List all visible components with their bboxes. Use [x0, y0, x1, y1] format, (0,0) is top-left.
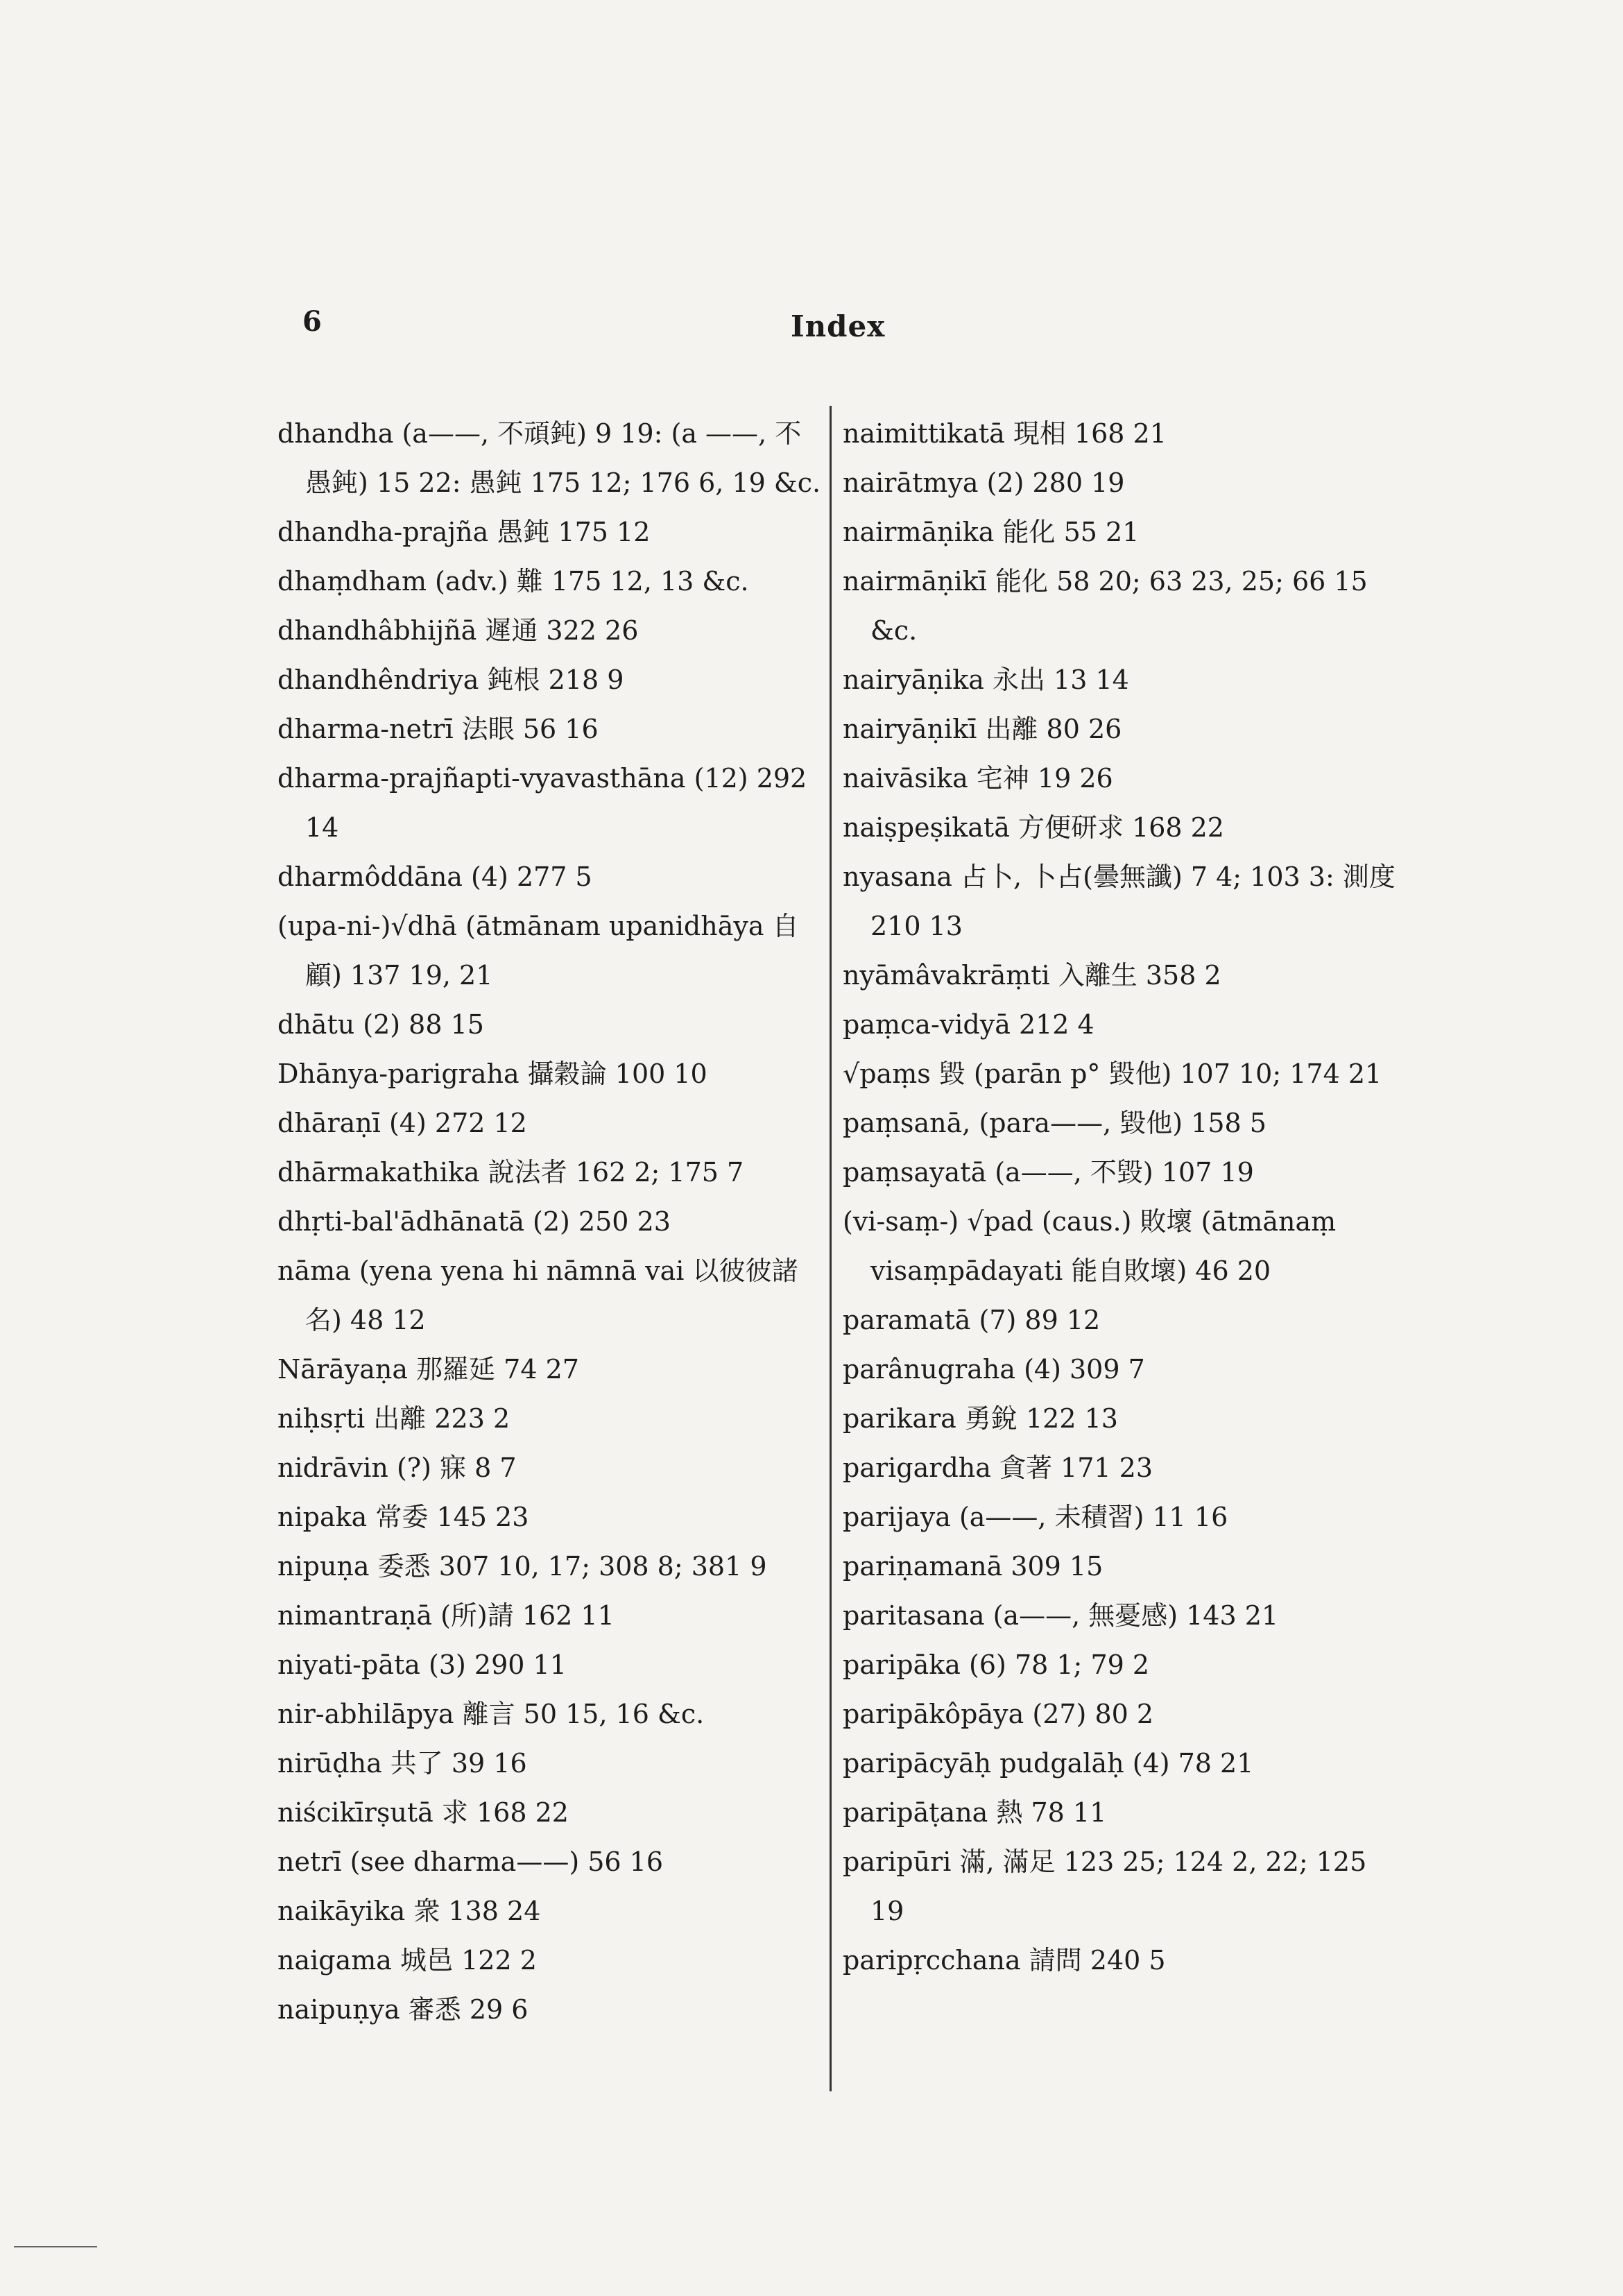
index-entry: parijaya (a——, 未積習) 11 16: [843, 1502, 1228, 1532]
index-entry: dharma-prajñapti-vyavasthāna (12) 292 14: [277, 763, 807, 843]
index-entry: naikāyika 衆 138 24: [277, 1896, 541, 1926]
index-entry: nairmāṇika 能化 55 21: [843, 517, 1140, 547]
index-entry: nir-abhilāpya 離言 50 15, 16 &c.: [277, 1699, 705, 1729]
index-entry: nidrāvin (?) 寐 8 7: [277, 1453, 517, 1483]
index-entry: dhṛti-bal'ādhānatā (2) 250 23: [277, 1206, 671, 1237]
index-entry: naimittikatā 現相 168 21: [843, 418, 1167, 449]
index-entry: niyati-pāta (3) 290 11: [277, 1650, 567, 1680]
index-entry: nairmāṇikī 能化 58 20; 63 23, 25; 66 15 &c.: [843, 566, 1368, 646]
index-column-right: [843, 409, 1398, 1985]
index-entry: paripāka (6) 78 1; 79 2: [843, 1650, 1150, 1680]
index-entry: dhandha-prajña 愚鈍 175 12: [277, 517, 651, 547]
index-entry: naiṣpeṣikatā 方便研求 168 22: [843, 812, 1224, 843]
index-entry: dhārmakathika 說法者 162 2; 175 7: [277, 1157, 744, 1188]
index-entry: naivāsika 宅神 19 26: [843, 763, 1113, 794]
index-entry: paritasana (a——, 無憂感) 143 21: [843, 1600, 1279, 1631]
index-entry: (vi-saṃ-) √pad (caus.) 敗壞 (ātmānaṃ visaṃpādayati 能自敗壞) 46 20: [843, 1206, 1337, 1286]
index-entry: √paṃs 毀 (parān p° 毀他) 107 10; 174 21: [843, 1059, 1382, 1089]
index-entry: paṃsanā, (para——, 毀他) 158 5: [843, 1108, 1266, 1138]
index-column-left: [277, 409, 825, 2034]
index-entry: dharma-netrī 法眼 56 16: [277, 714, 599, 744]
index-entry: niḥsṛti 出離 223 2: [277, 1403, 510, 1434]
index-entry: parânugraha (4) 309 7: [843, 1354, 1145, 1385]
index-entry: nimantraṇā (所)請 162 11: [277, 1600, 615, 1631]
index-entry: parikara 勇銳 122 13: [843, 1403, 1118, 1434]
index-entry: niścikīrṣutā 求 168 22: [277, 1797, 569, 1828]
index-entry: dharmôddāna (4) 277 5: [277, 862, 592, 892]
index-entry: nāma (yena yena hi nāmnā vai 以彼彼諸名) 48 12: [277, 1256, 798, 1335]
index-entry: dhandhâbhijñā 遲通 322 26: [277, 615, 639, 646]
index-entry: nyasana 占卜, 卜占(曇無讖) 7 4; 103 3: 測度 210 13: [843, 862, 1396, 941]
index-entry: pariṇamanā 309 15: [843, 1551, 1104, 1582]
index-entry: paripākôpāya (27) 80 2: [843, 1699, 1154, 1729]
index-entry: nairātmya (2) 280 19: [843, 468, 1125, 498]
index-entry: nirūḍha 共了 39 16: [277, 1748, 527, 1779]
index-entry: (upa-ni-)√dhā (ātmānam upanidhāya 自顧) 137 19, 21: [277, 911, 799, 991]
index-entry: dhātu (2) 88 15: [277, 1009, 484, 1040]
index-entry: paṃca-vidyā 212 4: [843, 1009, 1094, 1040]
index-entry: paripūri 滿, 滿足 123 25; 124 2, 22; 125 19: [843, 1847, 1367, 1926]
index-entry: nyāmâvakrāṃti 入離生 358 2: [843, 960, 1221, 991]
index-entry: nairyāṇikī 出離 80 26: [843, 714, 1122, 744]
page-number: 6: [302, 305, 322, 338]
index-entry: netrī (see dharma——) 56 16: [277, 1847, 664, 1877]
index-entry: dhandhêndriya 鈍根 218 9: [277, 665, 624, 695]
column-divider: [830, 406, 832, 2091]
index-entry: nipaka 常委 145 23: [277, 1502, 529, 1532]
index-entry: Dhānya-parigraha 攝穀論 100 10: [277, 1059, 707, 1089]
index-entry: dhandha (a——, 不頑鈍) 9 19: (a ——, 不愚鈍) 15 22: 愚鈍 175 12; 176 6, 19 &c.: [277, 418, 821, 498]
index-entry: nairyāṇika 永出 13 14: [843, 665, 1129, 695]
index-entry: naigama 城邑 122 2: [277, 1945, 537, 1976]
index-entry: nipuṇa 委悉 307 10, 17; 308 8; 381 9: [277, 1551, 767, 1582]
index-entry: paripāṭana 熱 78 11: [843, 1797, 1107, 1828]
index-entry: paramatā (7) 89 12: [843, 1305, 1101, 1335]
index-entry: dhāraṇī (4) 272 12: [277, 1108, 527, 1138]
index-entry: paripṛcchana 請問 240 5: [843, 1945, 1166, 1976]
index-entry: Nārāyaṇa 那羅延 74 27: [277, 1354, 579, 1385]
index-entry: parigardha 貪著 171 23: [843, 1453, 1153, 1483]
index-entry: dhaṃdham (adv.) 難 175 12, 13 &c.: [277, 566, 749, 597]
index-entry: paripācyāḥ pudgalāḥ (4) 78 21: [843, 1748, 1254, 1779]
margin-mark: [14, 2246, 97, 2247]
running-title: Index: [791, 309, 886, 343]
index-entry: paṃsayatā (a——, 不毀) 107 19: [843, 1157, 1254, 1188]
index-entry: naipuṇya 審悉 29 6: [277, 1994, 529, 2025]
